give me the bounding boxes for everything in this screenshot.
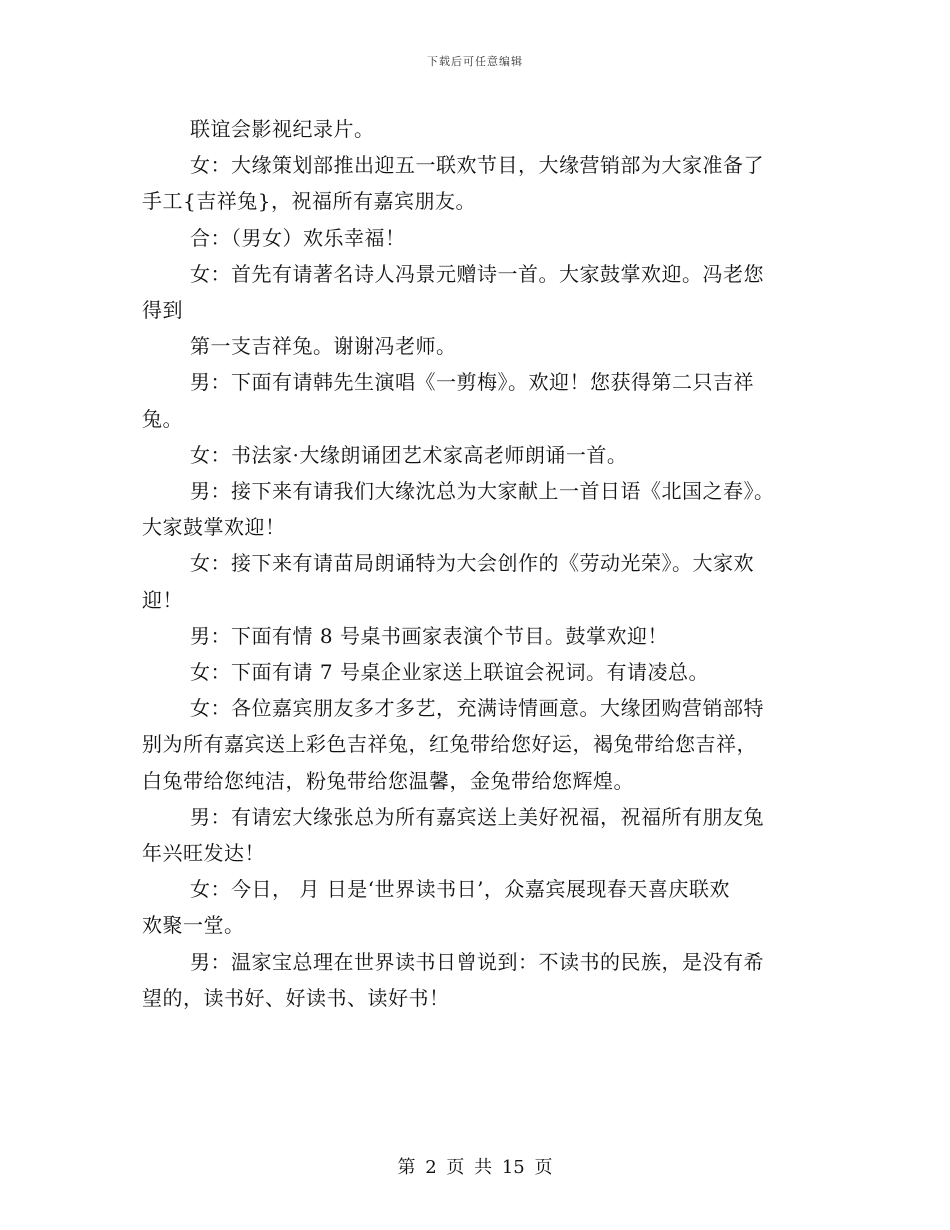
text-line: 第一支吉祥兔。谢谢冯老师。 bbox=[190, 334, 457, 359]
text-line: 男：接下来有请我们大缘沈总为大家献上一首日语《北国之春》。 bbox=[190, 479, 775, 504]
text-line: 联谊会影视纪录片。 bbox=[190, 117, 375, 141]
text-line: 女：下面有请 7 号桌企业家送上联谊会祝词。有请凌总。 bbox=[190, 660, 709, 685]
text-line: 女：接下来有请苗局朗诵特为大会创作的《劳动光荣》。大家欢 bbox=[190, 551, 754, 576]
text-line: 女：首先有请著名诗人冯景元赠诗一首。大家鼓掌欢迎。冯老您 bbox=[190, 261, 764, 286]
text-line: 白兔带给您纯洁，粉兔带给您温馨，金兔带给您辉煌。 bbox=[142, 768, 634, 793]
page-footer: 第 2 页 共 15 页 bbox=[397, 1157, 553, 1178]
text-line: 男：下面有情 8 号桌书画家表演个节目。鼓掌欢迎！ bbox=[190, 623, 668, 648]
text-line: 欢聚一堂。 bbox=[142, 913, 245, 938]
text-line: 女：大缘策划部推出迎五一联欢节目，大缘营销部为大家准备了 bbox=[190, 153, 764, 178]
text-line: 大家鼓掌欢迎！ bbox=[142, 515, 286, 540]
text-line: 得到 bbox=[142, 298, 183, 323]
text-line: 男：温家宝总理在世界读书日曾说到：不读书的民族，是没有希 bbox=[190, 949, 764, 974]
text-line: 手工{吉祥兔}，祝福所有嘉宾朋友。 bbox=[142, 189, 476, 214]
text-line: 合：（男女）欢乐幸福！ bbox=[190, 225, 406, 250]
text-line: 女：各位嘉宾朋友多才多艺，充满诗情画意。大缘团购营销部特 bbox=[190, 696, 764, 721]
text-line: 女：书法家·大缘朗诵团艺术家高老师朗诵一首。 bbox=[190, 442, 628, 467]
text-line: 女：今日， 月 日是‘世界读书日’，众嘉宾展现春天喜庆联欢 bbox=[190, 877, 730, 902]
text-line: 望的，读书好、好读书、读好书！ bbox=[142, 985, 450, 1010]
text-line: 别为所有嘉宾送上彩色吉祥兔，红兔带给您好运，褐兔带给您吉祥， bbox=[142, 732, 757, 757]
text-line: 男：有请宏大缘张总为所有嘉宾送上美好祝福，祝福所有朋友兔 bbox=[190, 804, 764, 829]
text-line: 男：下面有请韩先生演唱《一剪梅》。欢迎！您获得第二只吉祥 bbox=[190, 370, 754, 395]
text-line: 迎！ bbox=[142, 587, 183, 612]
document-body bbox=[142, 111, 822, 1016]
text-line: 兔。 bbox=[142, 406, 183, 431]
text-line: 年兴旺发达！ bbox=[142, 841, 265, 866]
page-header: 下载后可任意编辑 bbox=[427, 55, 523, 68]
